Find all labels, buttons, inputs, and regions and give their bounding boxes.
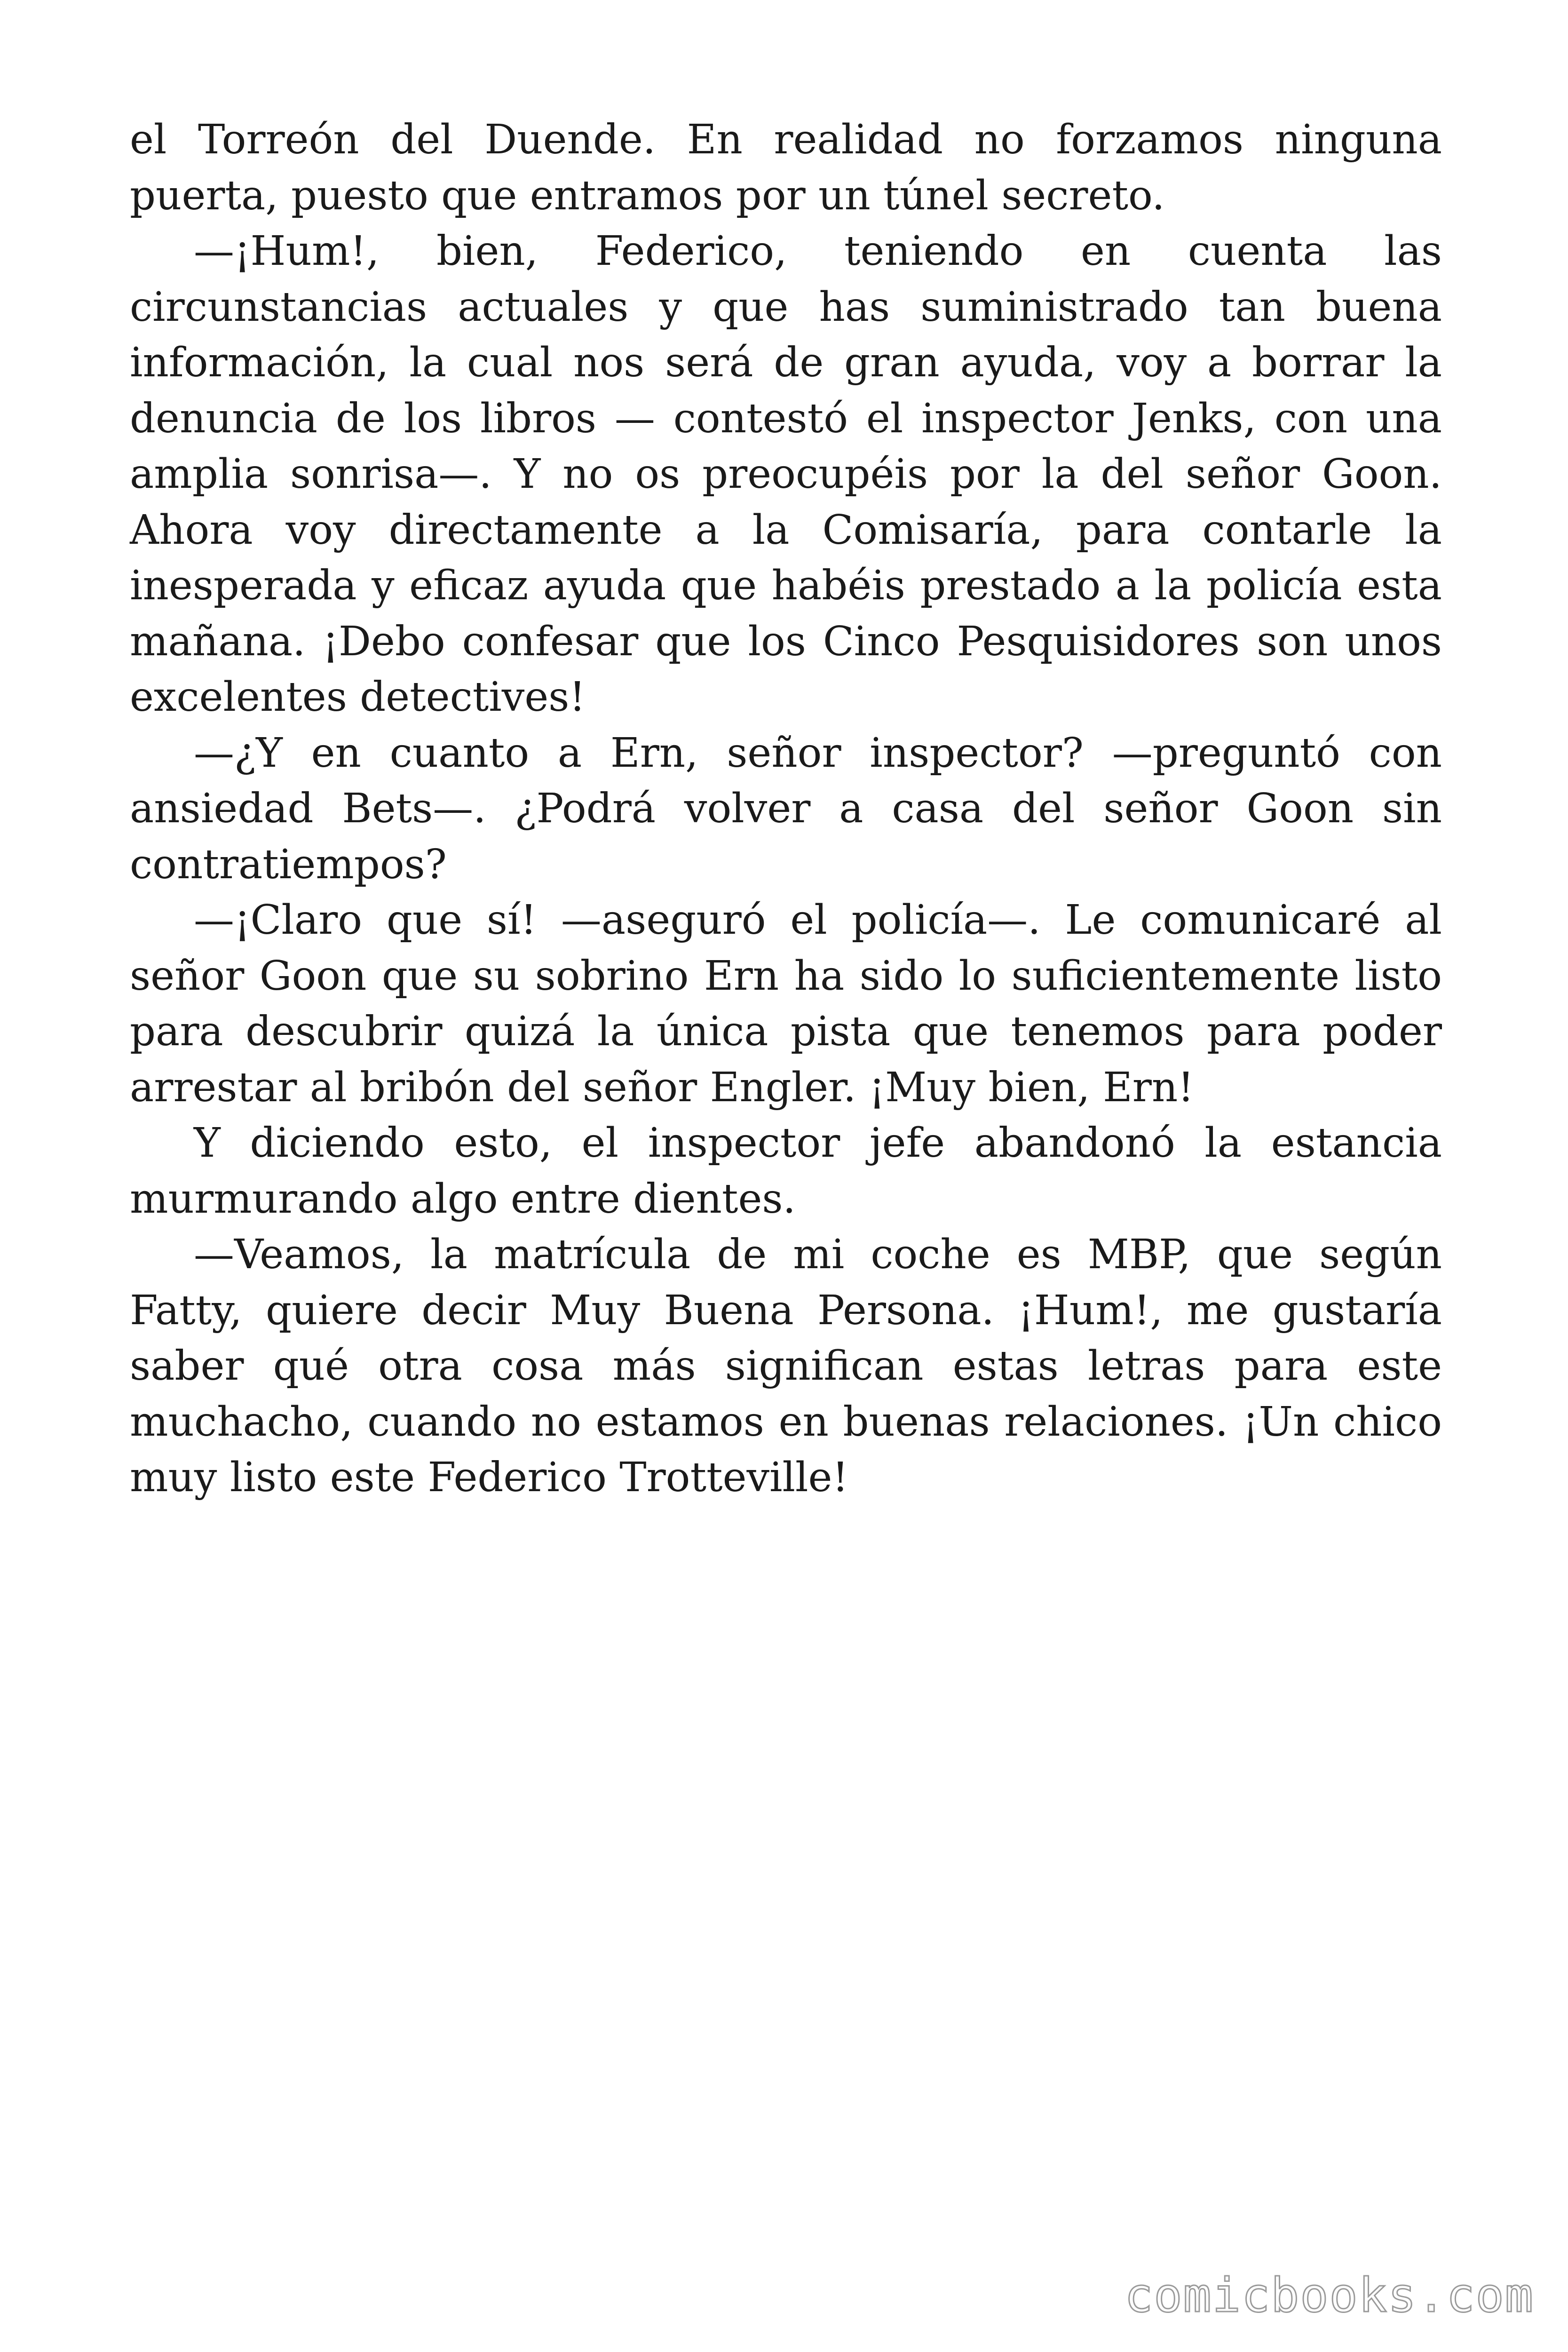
paragraph-1: el Torreón del Duende. En realidad no forzamos ninguna puerta, puesto que entramos por un túnel secreto. [130,116,1442,219]
paragraph-3: —¿Y en cuanto a Ern, señor inspector? —preguntó con ansiedad Bets—. ¿Podrá volver a casa del señor Goon sin contratiempos? [130,729,1442,888]
paragraph-5: Y diciendo esto, el inspector jefe abandonó la estancia murmurando algo entre dientes. [130,1120,1442,1223]
body-text [130,112,1442,1506]
watermark: comicbooks.com [1125,2268,1534,2323]
paragraph-2: —¡Hum!, bien, Federico, teniendo en cuenta las circunstancias actuales y que has suministrado tan buena información, la cual nos será de gran ayuda, voy a borrar la denuncia de los libros — contestó el inspector Jenks, con una amplia sonrisa—. Y no os preocupéis por la del señor Goon. Ahora voy directamente a la Comisaría, para contarle la inesperada y eficaz ayuda que habéis prestado a la policía esta mañana. ¡Debo confesar que los Cinco Pesquisidores son unos excelentes detectives! [130,228,1442,721]
paragraph-6: —Veamos, la matrícula de mi coche es MBP, que según Fatty, quiere decir Muy Buena Persona. ¡Hum!, me gustaría saber qué otra cosa más significan estas letras para este muchacho, cuando no estamos en buenas relaciones. ¡Un chico muy listo este Federico Trotteville! [130,1231,1442,1501]
paragraph-4: —¡Claro que sí! —aseguró el policía—. Le comunicaré al señor Goon que su sobrino Ern ha sido lo suficientemente listo para descubrir quizá la única pista que tenemos para poder arrestar al bribón del señor Engler. ¡Muy bien, Ern! [130,897,1442,1111]
